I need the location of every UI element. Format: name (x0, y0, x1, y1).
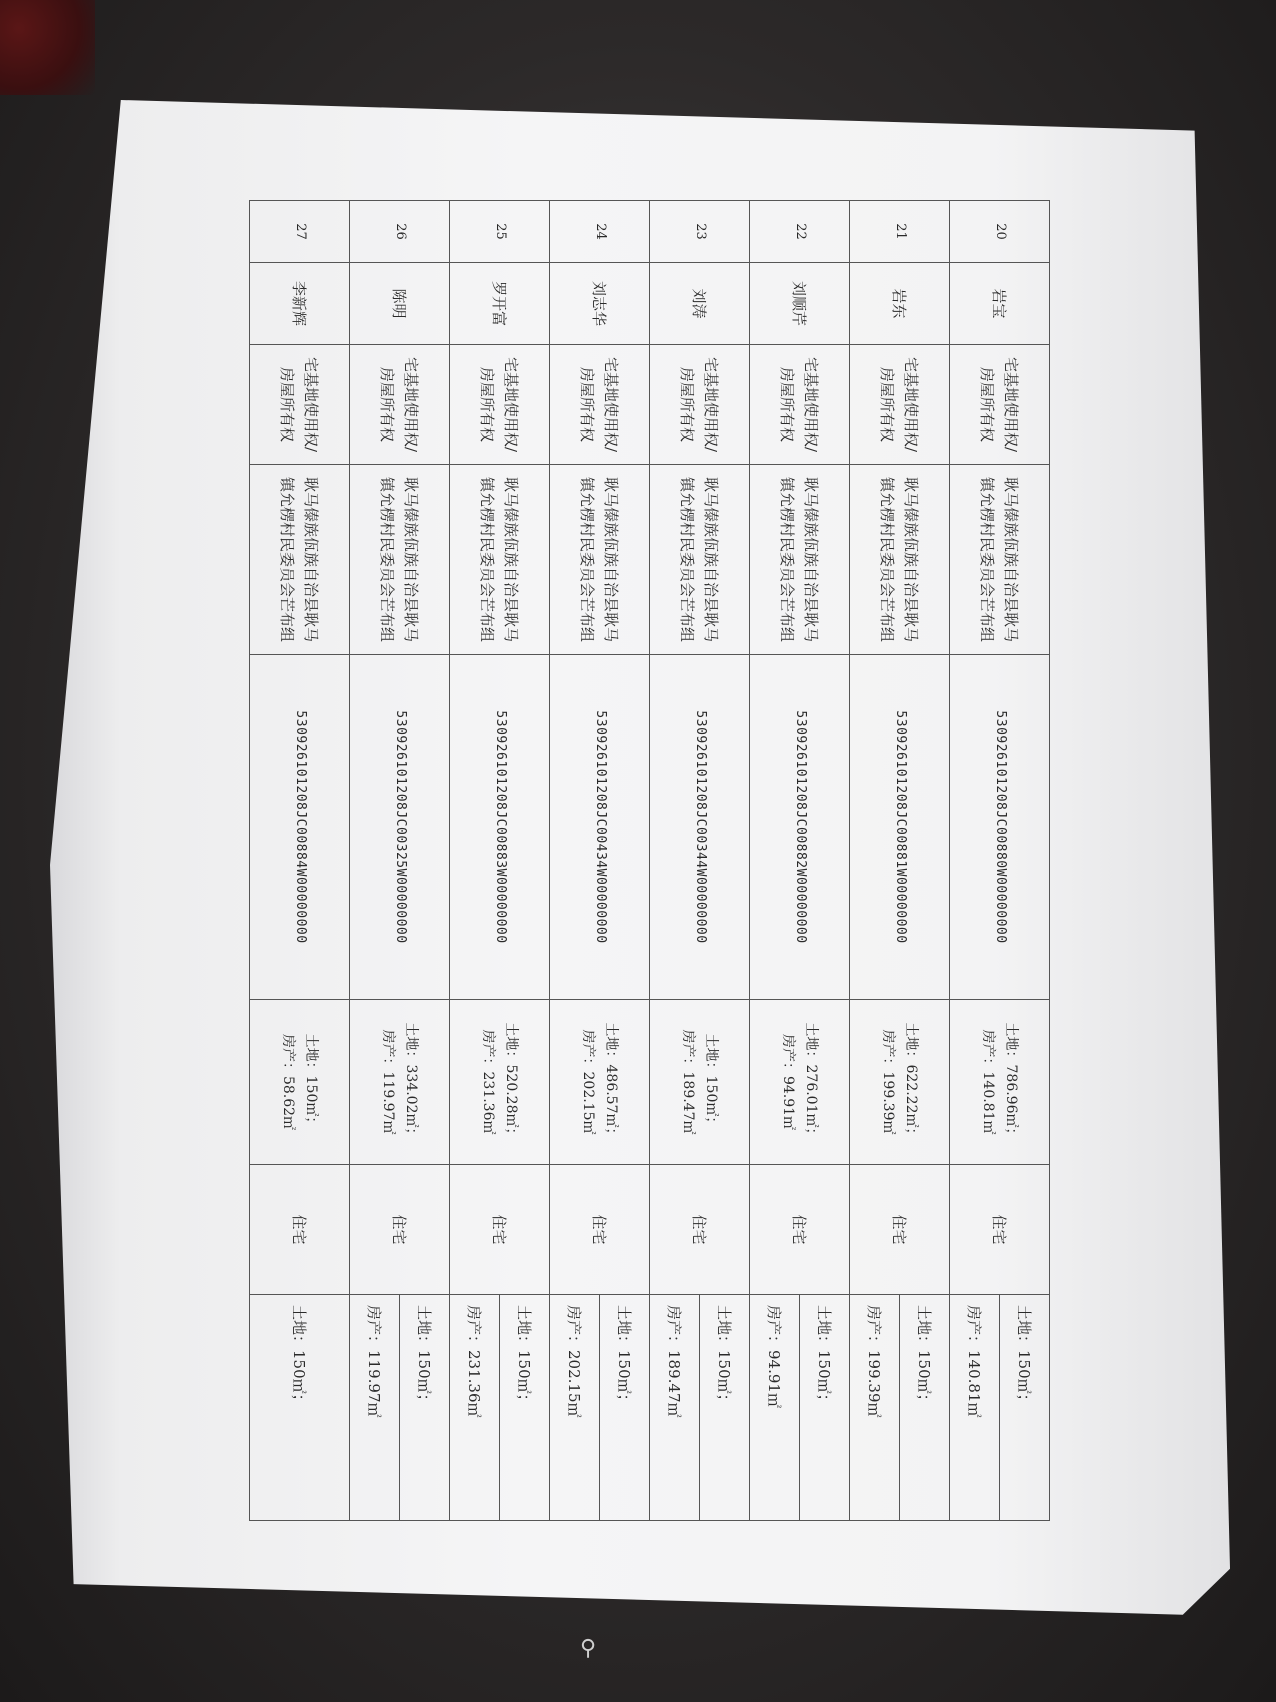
right-type: 宅基地使用权/房屋所有权 (250, 345, 350, 465)
location: 耿马傣族佤族自治县耿马镇允楞村民委员会芒布组 (250, 465, 350, 655)
detail-line: 房产：199.39㎡ (865, 1305, 884, 1418)
usage: 住宅 (750, 1165, 850, 1295)
area-cell (650, 1000, 750, 1165)
row-number: 22 (750, 201, 850, 263)
owner-name: 岩宝 (950, 263, 1050, 345)
owner-name: 刘顺芹 (750, 263, 850, 345)
row-number: 25 (450, 201, 550, 263)
owner-name: 刘志华 (550, 263, 650, 345)
background-object (0, 0, 95, 95)
detail-line: 土地：150㎡； (499, 1295, 549, 1520)
right-type: 宅基地使用权/房屋所有权 (750, 345, 850, 465)
location: 耿马傣族佤族自治县耿马镇允楞村民委员会芒布组 (650, 465, 750, 655)
detail-line: 土地：150㎡； (399, 1295, 449, 1520)
detail-line: 土地：150㎡； (799, 1295, 849, 1520)
right-type: 宅基地使用权/房屋所有权 (350, 345, 450, 465)
area-cell (750, 1000, 850, 1165)
usage: 住宅 (950, 1165, 1050, 1295)
house-area: 房产：199.39㎡ (880, 1029, 897, 1135)
right-type: 宅基地使用权/房屋所有权 (950, 345, 1050, 465)
detail-line: 房产：140.81㎡ (965, 1305, 984, 1418)
detail-cell (550, 1295, 650, 1521)
unit-code: 530926101208JC00882W00000000 (750, 655, 850, 1000)
unit-code: 530926101208JC00344W00000000 (650, 655, 750, 1000)
detail-line: 房产：202.15㎡ (565, 1305, 584, 1418)
location: 耿马傣族佤族自治县耿马镇允楞村民委员会芒布组 (850, 465, 950, 655)
pin-icon: ⚲ (579, 1636, 597, 1661)
land-area: 土地：276.01㎡； (802, 1022, 819, 1142)
detail-cell (650, 1295, 750, 1521)
usage: 住宅 (550, 1165, 650, 1295)
table-row (350, 201, 450, 1521)
owner-name: 刘涛 (650, 263, 750, 345)
row-number: 27 (250, 201, 350, 263)
row-number: 26 (350, 201, 450, 263)
unit-code: 530926101208JC00881W00000000 (850, 655, 950, 1000)
detail-line: 房产：119.97㎡ (365, 1305, 384, 1418)
table-row (250, 201, 350, 1521)
usage: 住宅 (650, 1165, 750, 1295)
house-area: 房产：189.47㎡ (680, 1029, 697, 1135)
house-area: 房产：119.97㎡ (380, 1029, 397, 1135)
table-row (850, 201, 950, 1521)
unit-code: 530926101208JC00434W00000000 (550, 655, 650, 1000)
area-cell (250, 1000, 350, 1165)
row-number: 23 (650, 201, 750, 263)
property-rights-table (249, 200, 1050, 1521)
land-area: 土地：486.57㎡； (602, 1022, 619, 1142)
table-row (950, 201, 1050, 1521)
table-row (450, 201, 550, 1521)
detail-line: 土地：150㎡； (899, 1295, 949, 1520)
detail-cell (450, 1295, 550, 1521)
row-number: 21 (850, 201, 950, 263)
owner-name: 李新辉 (250, 263, 350, 345)
usage: 住宅 (350, 1165, 450, 1295)
right-type: 宅基地使用权/房屋所有权 (850, 345, 950, 465)
house-area: 房产：231.36㎡ (480, 1029, 497, 1135)
land-area: 土地：150㎡； (302, 1033, 319, 1131)
house-area: 房产：140.81㎡ (980, 1029, 997, 1135)
land-area: 土地：622.22㎡； (902, 1022, 919, 1142)
house-area: 房产：94.91㎡ (780, 1033, 797, 1131)
detail-line: 土地：150㎡； (699, 1295, 749, 1520)
usage: 住宅 (450, 1165, 550, 1295)
area-cell (450, 1000, 550, 1165)
detail-cell (250, 1295, 350, 1521)
detail-cell (350, 1295, 450, 1521)
house-area: 房产：58.62㎡ (280, 1033, 297, 1131)
table-row (750, 201, 850, 1521)
detail-line: 房产：231.36㎡ (465, 1305, 484, 1418)
land-area: 土地：334.02㎡； (402, 1022, 419, 1142)
rotated-table-container (250, 200, 1050, 1520)
table-row (650, 201, 750, 1521)
table-body (250, 201, 1050, 1521)
row-number: 24 (550, 201, 650, 263)
area-cell (550, 1000, 650, 1165)
land-area: 土地：150㎡； (702, 1033, 719, 1131)
detail-line: 土地：150㎡； (290, 1305, 309, 1409)
row-number: 20 (950, 201, 1050, 263)
unit-code: 530926101208JC00883W00000000 (450, 655, 550, 1000)
table-row (550, 201, 650, 1521)
location: 耿马傣族佤族自治县耿马镇允楞村民委员会芒布组 (450, 465, 550, 655)
location: 耿马傣族佤族自治县耿马镇允楞村民委员会芒布组 (550, 465, 650, 655)
area-cell (350, 1000, 450, 1165)
location: 耿马傣族佤族自治县耿马镇允楞村民委员会芒布组 (750, 465, 850, 655)
owner-name: 罗开富 (450, 263, 550, 345)
detail-cell (850, 1295, 950, 1521)
unit-code: 530926101208JC00325W00000000 (350, 655, 450, 1000)
detail-line: 房产：189.47㎡ (665, 1305, 684, 1418)
detail-line: 土地：150㎡； (999, 1295, 1049, 1520)
land-area: 土地：520.28㎡； (502, 1022, 519, 1142)
owner-name: 岩东 (850, 263, 950, 345)
usage: 住宅 (250, 1165, 350, 1295)
right-type: 宅基地使用权/房屋所有权 (450, 345, 550, 465)
detail-line: 房产：94.91㎡ (765, 1305, 784, 1408)
detail-cell (750, 1295, 850, 1521)
area-cell (950, 1000, 1050, 1165)
unit-code: 530926101208JC00884W00000000 (250, 655, 350, 1000)
detail-line: 土地：150㎡； (599, 1295, 649, 1520)
unit-code: 530926101208JC00880W00000000 (950, 655, 1050, 1000)
land-area: 土地：786.96㎡； (1002, 1022, 1019, 1142)
area-cell (850, 1000, 950, 1165)
location: 耿马傣族佤族自治县耿马镇允楞村民委员会芒布组 (950, 465, 1050, 655)
detail-cell (950, 1295, 1050, 1521)
right-type: 宅基地使用权/房屋所有权 (550, 345, 650, 465)
owner-name: 陈明 (350, 263, 450, 345)
usage: 住宅 (850, 1165, 950, 1295)
house-area: 房产：202.15㎡ (580, 1029, 597, 1135)
right-type: 宅基地使用权/房屋所有权 (650, 345, 750, 465)
location: 耿马傣族佤族自治县耿马镇允楞村民委员会芒布组 (350, 465, 450, 655)
